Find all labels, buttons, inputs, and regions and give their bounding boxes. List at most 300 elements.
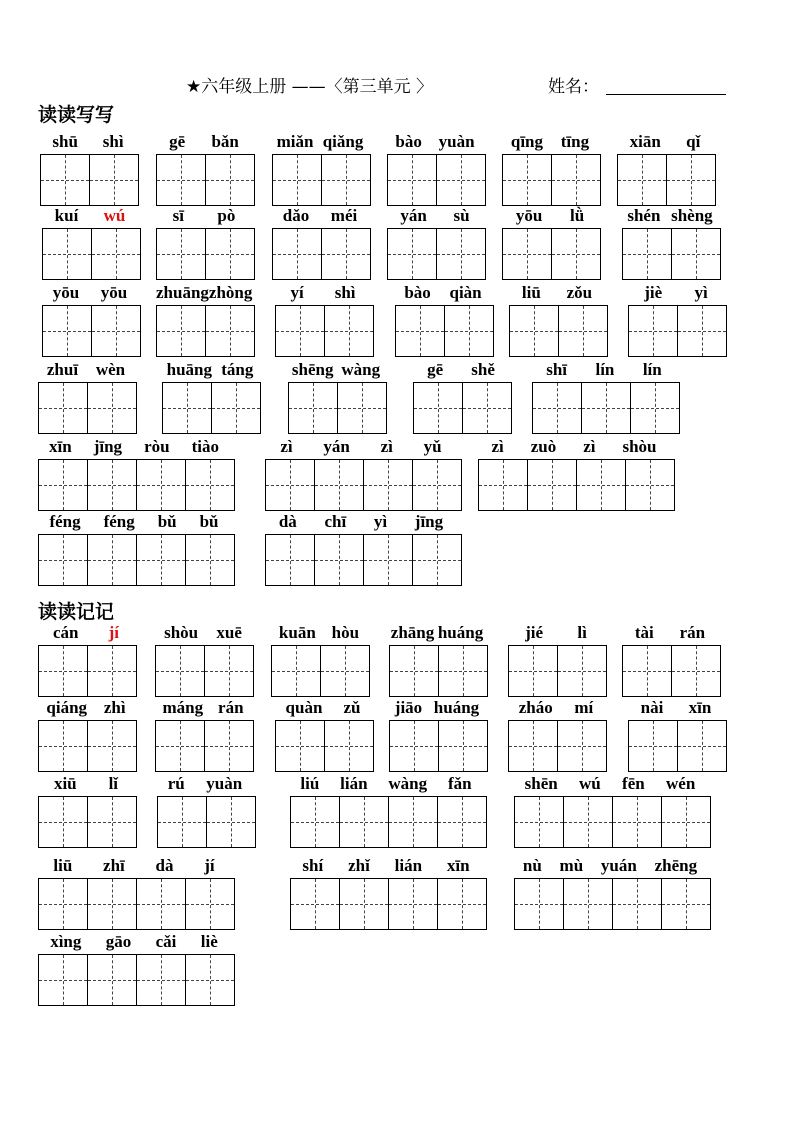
- pinyin-line: [389, 623, 485, 643]
- pinyin-syllable: zhī: [103, 856, 125, 875]
- pinyin-syllable: zì: [583, 437, 596, 456]
- pinyin-line: [38, 437, 230, 457]
- tianzige-cell[interactable]: [479, 460, 528, 510]
- tianzige-cell[interactable]: [678, 721, 726, 771]
- tianzige-cell[interactable]: [43, 306, 92, 356]
- pinyin-line: [478, 437, 670, 457]
- pinyin-syllable: lǐ: [108, 774, 119, 793]
- tianzige-cell[interactable]: [157, 155, 206, 205]
- tianzige-cell[interactable]: [667, 155, 715, 205]
- pinyin-line: [622, 623, 718, 643]
- tianzige-cell[interactable]: [39, 646, 88, 696]
- tianzige-cell[interactable]: [672, 646, 720, 696]
- tianzige-cell[interactable]: [515, 797, 564, 847]
- pinyin-line: [413, 360, 509, 380]
- tianzige-cell[interactable]: [158, 797, 207, 847]
- tianzige-box-row: [157, 796, 256, 848]
- pinyin-line: [156, 206, 252, 226]
- pinyin-syllable: xiū: [53, 774, 77, 793]
- tianzige-cell[interactable]: [289, 383, 338, 433]
- tianzige-cell[interactable]: [631, 383, 679, 433]
- pinyin-syllable: zhuī: [46, 360, 79, 379]
- tianzige-cell[interactable]: [137, 955, 186, 1005]
- section-title-dudu-jiji: 读读记记: [38, 601, 115, 623]
- pinyin-syllable: jí: [204, 856, 215, 875]
- tianzige-cell[interactable]: [414, 383, 463, 433]
- tianzige-cell[interactable]: [552, 229, 600, 279]
- pinyin-line: [290, 856, 482, 876]
- pinyin-syllable: gāo: [105, 932, 132, 951]
- tianzige-cell[interactable]: [90, 155, 138, 205]
- tianzige-box-row: [389, 645, 488, 697]
- pinyin-syllable: tīng: [560, 132, 590, 151]
- tianzige-cell[interactable]: [445, 306, 493, 356]
- pinyin-syllable: yōu: [515, 206, 543, 225]
- pinyin-syllable: jí: [108, 623, 119, 642]
- tianzige-box-row: [40, 154, 139, 206]
- pinyin-syllable: lín: [595, 360, 615, 379]
- pinyin-syllable: shèng: [671, 206, 713, 225]
- tianzige-cell[interactable]: [396, 306, 445, 356]
- pinyin-syllable: ròu: [144, 437, 170, 456]
- pinyin-syllable: wàng: [341, 360, 381, 379]
- pinyin-syllable: mù: [559, 856, 584, 875]
- tianzige-cell[interactable]: [438, 879, 486, 929]
- section-title-dudu-xiexie: 读读写写: [38, 104, 115, 126]
- pinyin-syllable: wén: [666, 774, 696, 793]
- tianzige-box-row: [617, 154, 716, 206]
- tianzige-box-row: [389, 720, 488, 772]
- tianzige-box-row: [275, 720, 374, 772]
- tianzige-cell[interactable]: [39, 955, 88, 1005]
- tianzige-cell[interactable]: [618, 155, 667, 205]
- tianzige-cell[interactable]: [205, 721, 253, 771]
- tianzige-cell[interactable]: [186, 955, 234, 1005]
- tianzige-cell[interactable]: [629, 721, 678, 771]
- tianzige-box-row: [156, 305, 255, 357]
- pinyin-syllable: cǎi: [155, 932, 177, 951]
- pinyin-syllable: tiào: [191, 437, 219, 456]
- tianzige-cell[interactable]: [509, 646, 558, 696]
- tianzige-box-row: [290, 878, 487, 930]
- tianzige-cell[interactable]: [510, 306, 559, 356]
- tianzige-box-row: [387, 154, 486, 206]
- pinyin-syllable: cán: [53, 623, 79, 642]
- pinyin-syllable: jīng: [414, 512, 444, 531]
- pinyin-line: [38, 623, 134, 643]
- tianzige-cell[interactable]: [325, 306, 373, 356]
- tianzige-box-row: [271, 645, 370, 697]
- tianzige-cell[interactable]: [39, 535, 88, 585]
- pinyin-syllable: zhuāng: [156, 283, 209, 302]
- pinyin-syllable: zì: [380, 437, 393, 456]
- tianzige-cell[interactable]: [273, 229, 322, 279]
- tianzige-cell[interactable]: [186, 879, 234, 929]
- pinyin-line: [42, 206, 138, 226]
- pinyin-syllable: bào: [395, 132, 422, 151]
- pinyin-syllable: qǐ: [686, 132, 701, 151]
- tianzige-cell[interactable]: [389, 797, 438, 847]
- tianzige-cell[interactable]: [88, 879, 137, 929]
- pinyin-syllable: wú: [579, 774, 601, 793]
- tianzige-cell[interactable]: [186, 460, 234, 510]
- tianzige-cell[interactable]: [92, 306, 140, 356]
- tianzige-box-row: [628, 305, 727, 357]
- pinyin-line: [40, 132, 136, 152]
- tianzige-cell[interactable]: [39, 797, 88, 847]
- pinyin-line: [38, 360, 134, 380]
- tianzige-cell[interactable]: [315, 535, 364, 585]
- pinyin-syllable: chī: [324, 512, 347, 531]
- pinyin-syllable: kuān: [278, 623, 316, 642]
- pinyin-syllable: liū: [521, 283, 541, 302]
- pinyin-syllable: shī: [546, 360, 568, 379]
- pinyin-syllable: zǔ: [343, 698, 361, 717]
- tianzige-box-row: [514, 796, 711, 848]
- pinyin-line: [532, 360, 676, 380]
- pinyin-syllable: shòu: [622, 437, 657, 456]
- tianzige-cell[interactable]: [39, 879, 88, 929]
- pinyin-syllable: wàng: [388, 774, 428, 793]
- tianzige-cell[interactable]: [291, 879, 340, 929]
- pinyin-syllable: qiáng: [46, 698, 88, 717]
- pinyin-syllable: jiè: [644, 283, 663, 302]
- pinyin-line: [290, 774, 482, 794]
- tianzige-box-row: [275, 305, 374, 357]
- tianzige-cell[interactable]: [558, 646, 606, 696]
- tianzige-box-row: [622, 645, 721, 697]
- pinyin-line: [628, 283, 724, 303]
- tianzige-cell[interactable]: [364, 535, 413, 585]
- pinyin-line: [617, 132, 713, 152]
- pinyin-syllable: yōu: [100, 283, 128, 302]
- tianzige-cell[interactable]: [266, 535, 315, 585]
- tianzige-box-row: [628, 720, 727, 772]
- tianzige-cell[interactable]: [582, 383, 631, 433]
- pinyin-syllable: zhāng: [390, 623, 435, 642]
- pinyin-line: [271, 623, 367, 643]
- tianzige-box-row: [532, 382, 680, 434]
- pinyin-syllable: zì: [280, 437, 293, 456]
- pinyin-line: [509, 283, 605, 303]
- pinyin-syllable: shū: [52, 132, 78, 151]
- pinyin-syllable: yōu: [52, 283, 80, 302]
- tianzige-cell[interactable]: [613, 797, 662, 847]
- pinyin-syllable: wú: [103, 206, 126, 225]
- pinyin-syllable: bào: [404, 283, 431, 302]
- tianzige-cell[interactable]: [613, 879, 662, 929]
- pinyin-syllable: yuán: [600, 856, 637, 875]
- tianzige-cell[interactable]: [528, 460, 577, 510]
- tianzige-cell[interactable]: [672, 229, 720, 279]
- tianzige-cell[interactable]: [88, 460, 137, 510]
- name-blank-line[interactable]: [606, 94, 726, 95]
- tianzige-cell[interactable]: [39, 383, 88, 433]
- pinyin-syllable: lín: [642, 360, 662, 379]
- pinyin-syllable: miǎn: [276, 132, 314, 151]
- pinyin-syllable: yì: [373, 512, 388, 531]
- tianzige-box-row: [478, 459, 675, 511]
- tianzige-cell[interactable]: [206, 155, 254, 205]
- tianzige-cell[interactable]: [390, 721, 439, 771]
- tianzige-cell[interactable]: [156, 646, 205, 696]
- pinyin-syllable: rú: [167, 774, 185, 793]
- tianzige-cell[interactable]: [629, 306, 678, 356]
- tianzige-cell[interactable]: [163, 383, 212, 433]
- pinyin-syllable: shēng: [291, 360, 334, 379]
- pinyin-syllable: rán: [679, 623, 706, 642]
- tianzige-cell[interactable]: [273, 155, 322, 205]
- pinyin-syllable: tài: [634, 623, 654, 642]
- tianzige-cell[interactable]: [437, 155, 485, 205]
- pinyin-syllable: shén: [627, 206, 661, 225]
- pinyin-syllable: quàn: [285, 698, 323, 717]
- pinyin-syllable: féng: [49, 512, 81, 531]
- pinyin-syllable: mí: [574, 698, 594, 717]
- pinyin-syllable: jīng: [93, 437, 123, 456]
- tianzige-cell[interactable]: [88, 535, 137, 585]
- tianzige-cell[interactable]: [137, 879, 186, 929]
- tianzige-cell[interactable]: [137, 460, 186, 510]
- tianzige-cell[interactable]: [88, 721, 136, 771]
- tianzige-cell[interactable]: [437, 229, 485, 279]
- tianzige-box-row: [38, 954, 235, 1006]
- tianzige-cell[interactable]: [564, 879, 613, 929]
- tianzige-cell[interactable]: [503, 155, 552, 205]
- tianzige-cell[interactable]: [390, 646, 439, 696]
- tianzige-cell[interactable]: [272, 646, 321, 696]
- tianzige-cell[interactable]: [338, 383, 386, 433]
- pinyin-line: [156, 283, 252, 303]
- pinyin-line: [387, 206, 483, 226]
- tianzige-cell[interactable]: [559, 306, 607, 356]
- pinyin-syllable: shě: [471, 360, 495, 379]
- tianzige-cell[interactable]: [88, 383, 136, 433]
- pinyin-syllable: zì: [491, 437, 504, 456]
- tianzige-cell[interactable]: [388, 155, 437, 205]
- pinyin-line: [156, 132, 252, 152]
- tianzige-cell[interactable]: [340, 879, 389, 929]
- tianzige-box-row: [387, 228, 486, 280]
- pinyin-syllable: dà: [278, 512, 297, 531]
- tianzige-cell[interactable]: [463, 383, 511, 433]
- tianzige-box-row: [509, 305, 608, 357]
- pinyin-syllable: nài: [640, 698, 664, 717]
- pinyin-line: [157, 774, 253, 794]
- pinyin-line: [387, 132, 483, 152]
- pinyin-line: [42, 283, 138, 303]
- pinyin-syllable: zhēng: [654, 856, 698, 875]
- tianzige-box-row: [162, 382, 261, 434]
- pinyin-syllable: sī: [172, 206, 185, 225]
- pinyin-syllable: lián: [394, 856, 423, 875]
- pinyin-syllable: yì: [694, 283, 708, 302]
- tianzige-cell[interactable]: [626, 460, 674, 510]
- pinyin-syllable: dǎo: [282, 206, 310, 225]
- pinyin-line: [272, 132, 368, 152]
- tianzige-cell[interactable]: [206, 229, 254, 279]
- tianzige-cell[interactable]: [88, 955, 137, 1005]
- tianzige-cell[interactable]: [207, 797, 255, 847]
- tianzige-box-row: [38, 645, 137, 697]
- tianzige-cell[interactable]: [322, 155, 370, 205]
- pinyin-syllable: fēn: [622, 774, 645, 793]
- tianzige-cell[interactable]: [205, 646, 253, 696]
- pinyin-line: [514, 856, 706, 876]
- tianzige-cell[interactable]: [438, 797, 486, 847]
- tianzige-box-row: [265, 534, 462, 586]
- pinyin-syllable: huáng: [437, 623, 484, 642]
- pinyin-syllable: liè: [200, 932, 218, 951]
- tianzige-cell[interactable]: [552, 155, 600, 205]
- pinyin-syllable: wèn: [95, 360, 126, 379]
- tianzige-box-row: [156, 228, 255, 280]
- pinyin-syllable: yuàn: [206, 774, 243, 793]
- pinyin-syllable: táng: [221, 360, 254, 379]
- tianzige-cell[interactable]: [321, 646, 369, 696]
- pinyin-syllable: lì: [577, 623, 587, 642]
- pinyin-syllable: yán: [323, 437, 350, 456]
- tianzige-box-row: [38, 720, 137, 772]
- pinyin-syllable: nù: [522, 856, 542, 875]
- tianzige-box-row: [156, 154, 255, 206]
- name-label: 姓名：: [548, 77, 599, 97]
- pinyin-syllable: xīn: [49, 437, 72, 456]
- pinyin-line: [275, 283, 371, 303]
- tianzige-box-row: [508, 645, 607, 697]
- tianzige-cell[interactable]: [206, 306, 254, 356]
- tianzige-cell[interactable]: [389, 879, 438, 929]
- pinyin-line: [38, 932, 230, 952]
- tianzige-cell[interactable]: [291, 797, 340, 847]
- tianzige-box-row: [502, 154, 601, 206]
- tianzige-box-row: [622, 228, 721, 280]
- tianzige-cell[interactable]: [266, 460, 315, 510]
- pinyin-syllable: bǎn: [211, 132, 239, 151]
- tianzige-cell[interactable]: [39, 721, 88, 771]
- tianzige-cell[interactable]: [623, 229, 672, 279]
- tianzige-cell[interactable]: [558, 721, 606, 771]
- tianzige-cell[interactable]: [88, 646, 136, 696]
- pinyin-syllable: gē: [169, 132, 186, 151]
- pinyin-syllable: qiǎng: [322, 132, 364, 151]
- tianzige-cell[interactable]: [315, 460, 364, 510]
- pinyin-syllable: sù: [453, 206, 470, 225]
- pinyin-line: [155, 623, 251, 643]
- pinyin-line: [395, 283, 491, 303]
- tianzige-box-row: [38, 459, 235, 511]
- tianzige-box-row: [155, 645, 254, 697]
- tianzige-cell[interactable]: [39, 460, 88, 510]
- tianzige-cell[interactable]: [515, 879, 564, 929]
- tianzige-cell[interactable]: [533, 383, 582, 433]
- pinyin-syllable: zhì: [103, 698, 126, 717]
- pinyin-line: [508, 698, 604, 718]
- tianzige-cell[interactable]: [623, 646, 672, 696]
- tianzige-cell[interactable]: [276, 306, 325, 356]
- pinyin-syllable: qiàn: [449, 283, 482, 302]
- tianzige-cell[interactable]: [186, 535, 234, 585]
- tianzige-cell[interactable]: [439, 721, 487, 771]
- tianzige-cell[interactable]: [509, 721, 558, 771]
- pinyin-line: [502, 132, 598, 152]
- tianzige-cell[interactable]: [662, 797, 710, 847]
- pinyin-line: [265, 437, 457, 457]
- pinyin-line: [38, 698, 134, 718]
- tianzige-box-row: [272, 154, 371, 206]
- pinyin-syllable: rán: [218, 698, 244, 717]
- pinyin-syllable: xiān: [629, 132, 661, 151]
- tianzige-box-row: [288, 382, 387, 434]
- pinyin-syllable: fǎn: [447, 774, 472, 793]
- pinyin-syllable: xuē: [216, 623, 242, 642]
- pinyin-syllable: zhǐ: [348, 856, 370, 875]
- tianzige-cell[interactable]: [157, 229, 206, 279]
- pinyin-line: [272, 206, 368, 226]
- tianzige-box-row: [38, 878, 235, 930]
- pinyin-syllable: liú: [300, 774, 320, 793]
- tianzige-cell[interactable]: [388, 229, 437, 279]
- tianzige-cell[interactable]: [577, 460, 626, 510]
- pinyin-syllable: kuí: [54, 206, 79, 225]
- pinyin-syllable: yán: [400, 206, 427, 225]
- tianzige-cell[interactable]: [156, 721, 205, 771]
- tianzige-cell[interactable]: [88, 797, 136, 847]
- pinyin-line: [265, 512, 457, 532]
- tianzige-cell[interactable]: [364, 460, 413, 510]
- tianzige-cell[interactable]: [662, 879, 710, 929]
- tianzige-cell[interactable]: [322, 229, 370, 279]
- tianzige-box-row: [413, 382, 512, 434]
- pinyin-line: [155, 698, 251, 718]
- pinyin-line: [502, 206, 598, 226]
- tianzige-cell[interactable]: [157, 306, 206, 356]
- tianzige-cell[interactable]: [212, 383, 260, 433]
- tianzige-cell[interactable]: [92, 229, 140, 279]
- tianzige-cell[interactable]: [564, 797, 613, 847]
- pinyin-syllable: pò: [217, 206, 236, 225]
- pinyin-syllable: lǜ: [569, 206, 585, 225]
- tianzige-box-row: [272, 228, 371, 280]
- tianzige-cell[interactable]: [43, 229, 92, 279]
- page-title: ★六年级上册 ——〈第三单元 〉: [186, 77, 434, 97]
- tianzige-cell[interactable]: [340, 797, 389, 847]
- tianzige-cell[interactable]: [137, 535, 186, 585]
- pinyin-syllable: dà: [155, 856, 174, 875]
- pinyin-syllable: jiāo: [394, 698, 423, 717]
- pinyin-line: [508, 623, 604, 643]
- tianzige-cell[interactable]: [439, 646, 487, 696]
- pinyin-syllable: bǔ: [199, 512, 219, 531]
- tianzige-cell[interactable]: [276, 721, 325, 771]
- tianzige-cell[interactable]: [325, 721, 373, 771]
- pinyin-line: [275, 698, 371, 718]
- pinyin-line: [622, 206, 718, 226]
- pinyin-syllable: zháo: [518, 698, 553, 717]
- pinyin-line: [162, 360, 258, 380]
- tianzige-cell[interactable]: [678, 306, 726, 356]
- pinyin-syllable: huāng: [166, 360, 212, 379]
- tianzige-cell[interactable]: [503, 229, 552, 279]
- tianzige-box-row: [508, 720, 607, 772]
- pinyin-syllable: yí: [290, 283, 304, 302]
- pinyin-syllable: máng: [162, 698, 204, 717]
- tianzige-cell[interactable]: [413, 535, 461, 585]
- pinyin-syllable: gē: [427, 360, 444, 379]
- tianzige-cell[interactable]: [41, 155, 90, 205]
- tianzige-cell[interactable]: [413, 460, 461, 510]
- pinyin-syllable: zǒu: [566, 283, 593, 302]
